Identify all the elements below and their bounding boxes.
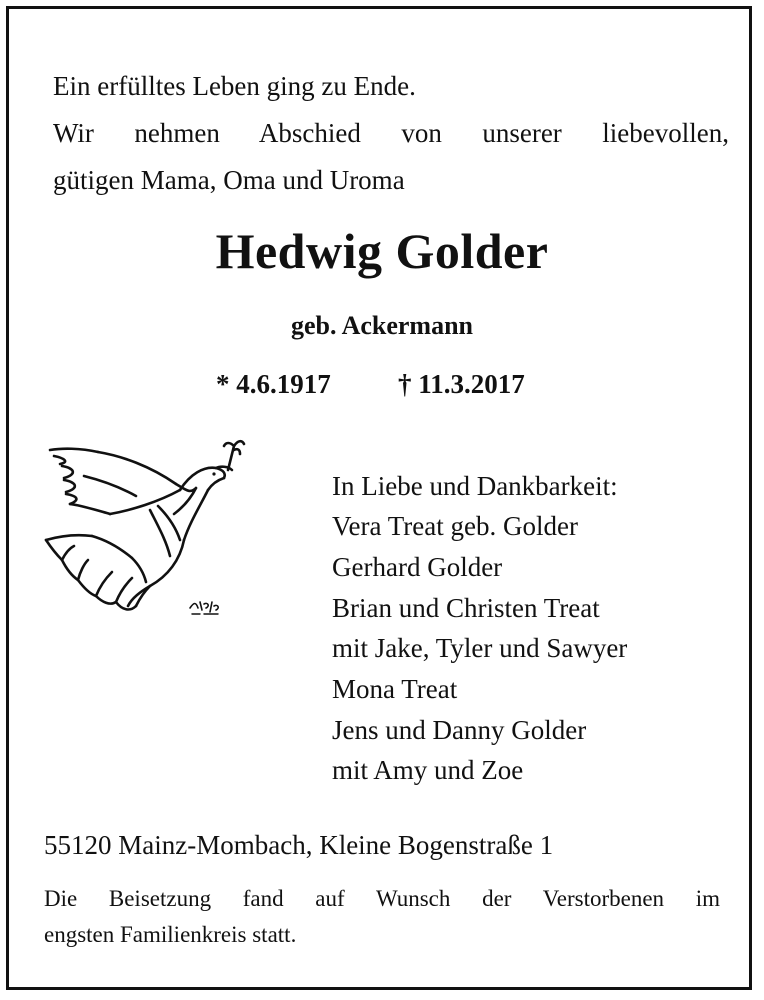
dove-illustration [40, 436, 250, 622]
intro-line-3: gütigen Mama, Oma und Uroma [53, 165, 405, 195]
intro-line-1: Ein erfülltes Leben ging zu Ende. [53, 71, 416, 101]
mourner-entry [332, 669, 627, 709]
birth-name: geb. Ackermann [291, 311, 473, 340]
mourners-list [332, 466, 627, 791]
deceased-name: Hedwig Golder [215, 223, 549, 279]
burial-note [44, 881, 720, 953]
burial-note-line-1: Die Beisetzung fand auf Wunsch der Verstorbenen im [44, 886, 720, 911]
mourner-name: Jens und Danny Golder [332, 715, 587, 745]
mourner-name: Gerhard Golder [332, 552, 503, 582]
mourner-name: Brian und Christen Treat [332, 593, 600, 623]
intro-text [53, 63, 729, 204]
intro-line-2: Wir nehmen Abschied von unserer liebevollen, [53, 118, 729, 148]
mourner-entry [332, 547, 627, 587]
mourner-entry [332, 588, 627, 668]
mourner-children: mit Amy und Zoe [332, 755, 524, 785]
birth-date: * 4.6.1917 [216, 369, 331, 399]
burial-note-line-2: engsten Familienkreis statt. [44, 922, 297, 947]
mourner-entry [332, 710, 627, 790]
death-date: † 11.3.2017 [398, 369, 525, 399]
mourners-heading: In Liebe und Dankbarkeit: [332, 471, 618, 501]
mourner-name: Vera Treat geb. Golder [332, 511, 578, 541]
mourner-entry [332, 506, 627, 546]
mourner-name: Mona Treat [332, 674, 458, 704]
mourner-children: mit Jake, Tyler und Sawyer [332, 633, 628, 663]
address: 55120 Mainz-Mombach, Kleine Bogenstraße 1 [44, 830, 554, 860]
